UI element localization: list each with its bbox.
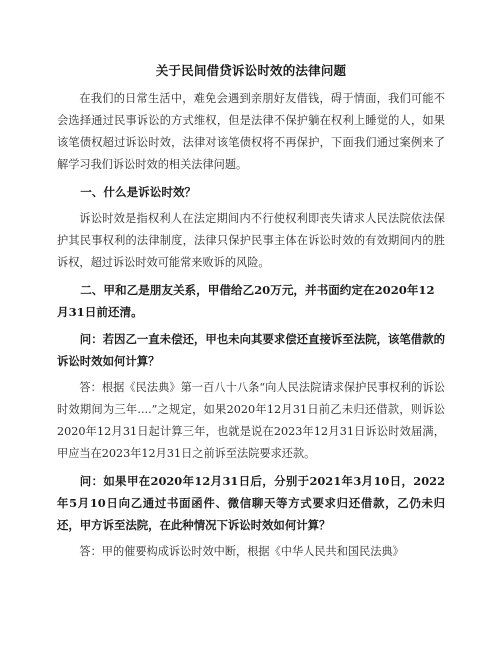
intro-paragraph: 在我们的日常生活中，难免会遇到亲朋好友借钱，碍于情面，我们可能不会选择通过民事诉讼的方式维权，但是法律不保护躺在权利上睡觉的人，如果该笔债权超过诉讼时效，法律对该笔债权将不再保护，下面我们通过案例来了解学习我们诉讼时效的相关法律问题。	[57, 92, 445, 171]
document-title: 关于民间借贷诉讼时效的法律问题	[155, 63, 347, 78]
answer-1: 答：根据《民法典》第一百八十八条“向人民法院请求保护民事权利的诉讼时效期间为三年....”之规定，如果2020年12月31日前乙未归还借款，则诉讼2020年12月31日起计算三年，也就是说在2023年12月31日诉讼时效届满，甲应当在2023年12月31日之前诉至法院要求还款。	[57, 381, 445, 460]
section-2-heading: 二、甲和乙是朋友关系，甲借给乙20万元，并书面约定在2020年12月31日前还清。	[57, 283, 435, 319]
section-1-paragraph: 诉讼时效是指权利人在法定期间内不行使权利即丧失请求人民法院依法保护其民事权利的法律制度，法律只保护民事主体在诉讼时效的有效期间内的胜诉权，超过诉讼时效可能常来败诉的风险。	[57, 212, 445, 269]
question-2: 问：如果甲在2020年12月31日后，分别于2021年3月10日，2022年5月10日向乙通过书面函件、微信聊天等方式要求归还借款，乙仍未归还，甲方诉至法院，在此种情况下诉讼时效如何计算？	[57, 474, 445, 532]
section-1-heading: 一、什么是诉讼时效？	[80, 185, 197, 199]
answer-2: 答：甲的催要构成诉讼时效中断，根据《中华人民共和国民法典》	[79, 545, 404, 558]
question-1: 问：若因乙一直未偿还，甲也未向其要求偿还直接诉至法院，该笔借款的诉讼时效如何计算？	[57, 332, 445, 368]
